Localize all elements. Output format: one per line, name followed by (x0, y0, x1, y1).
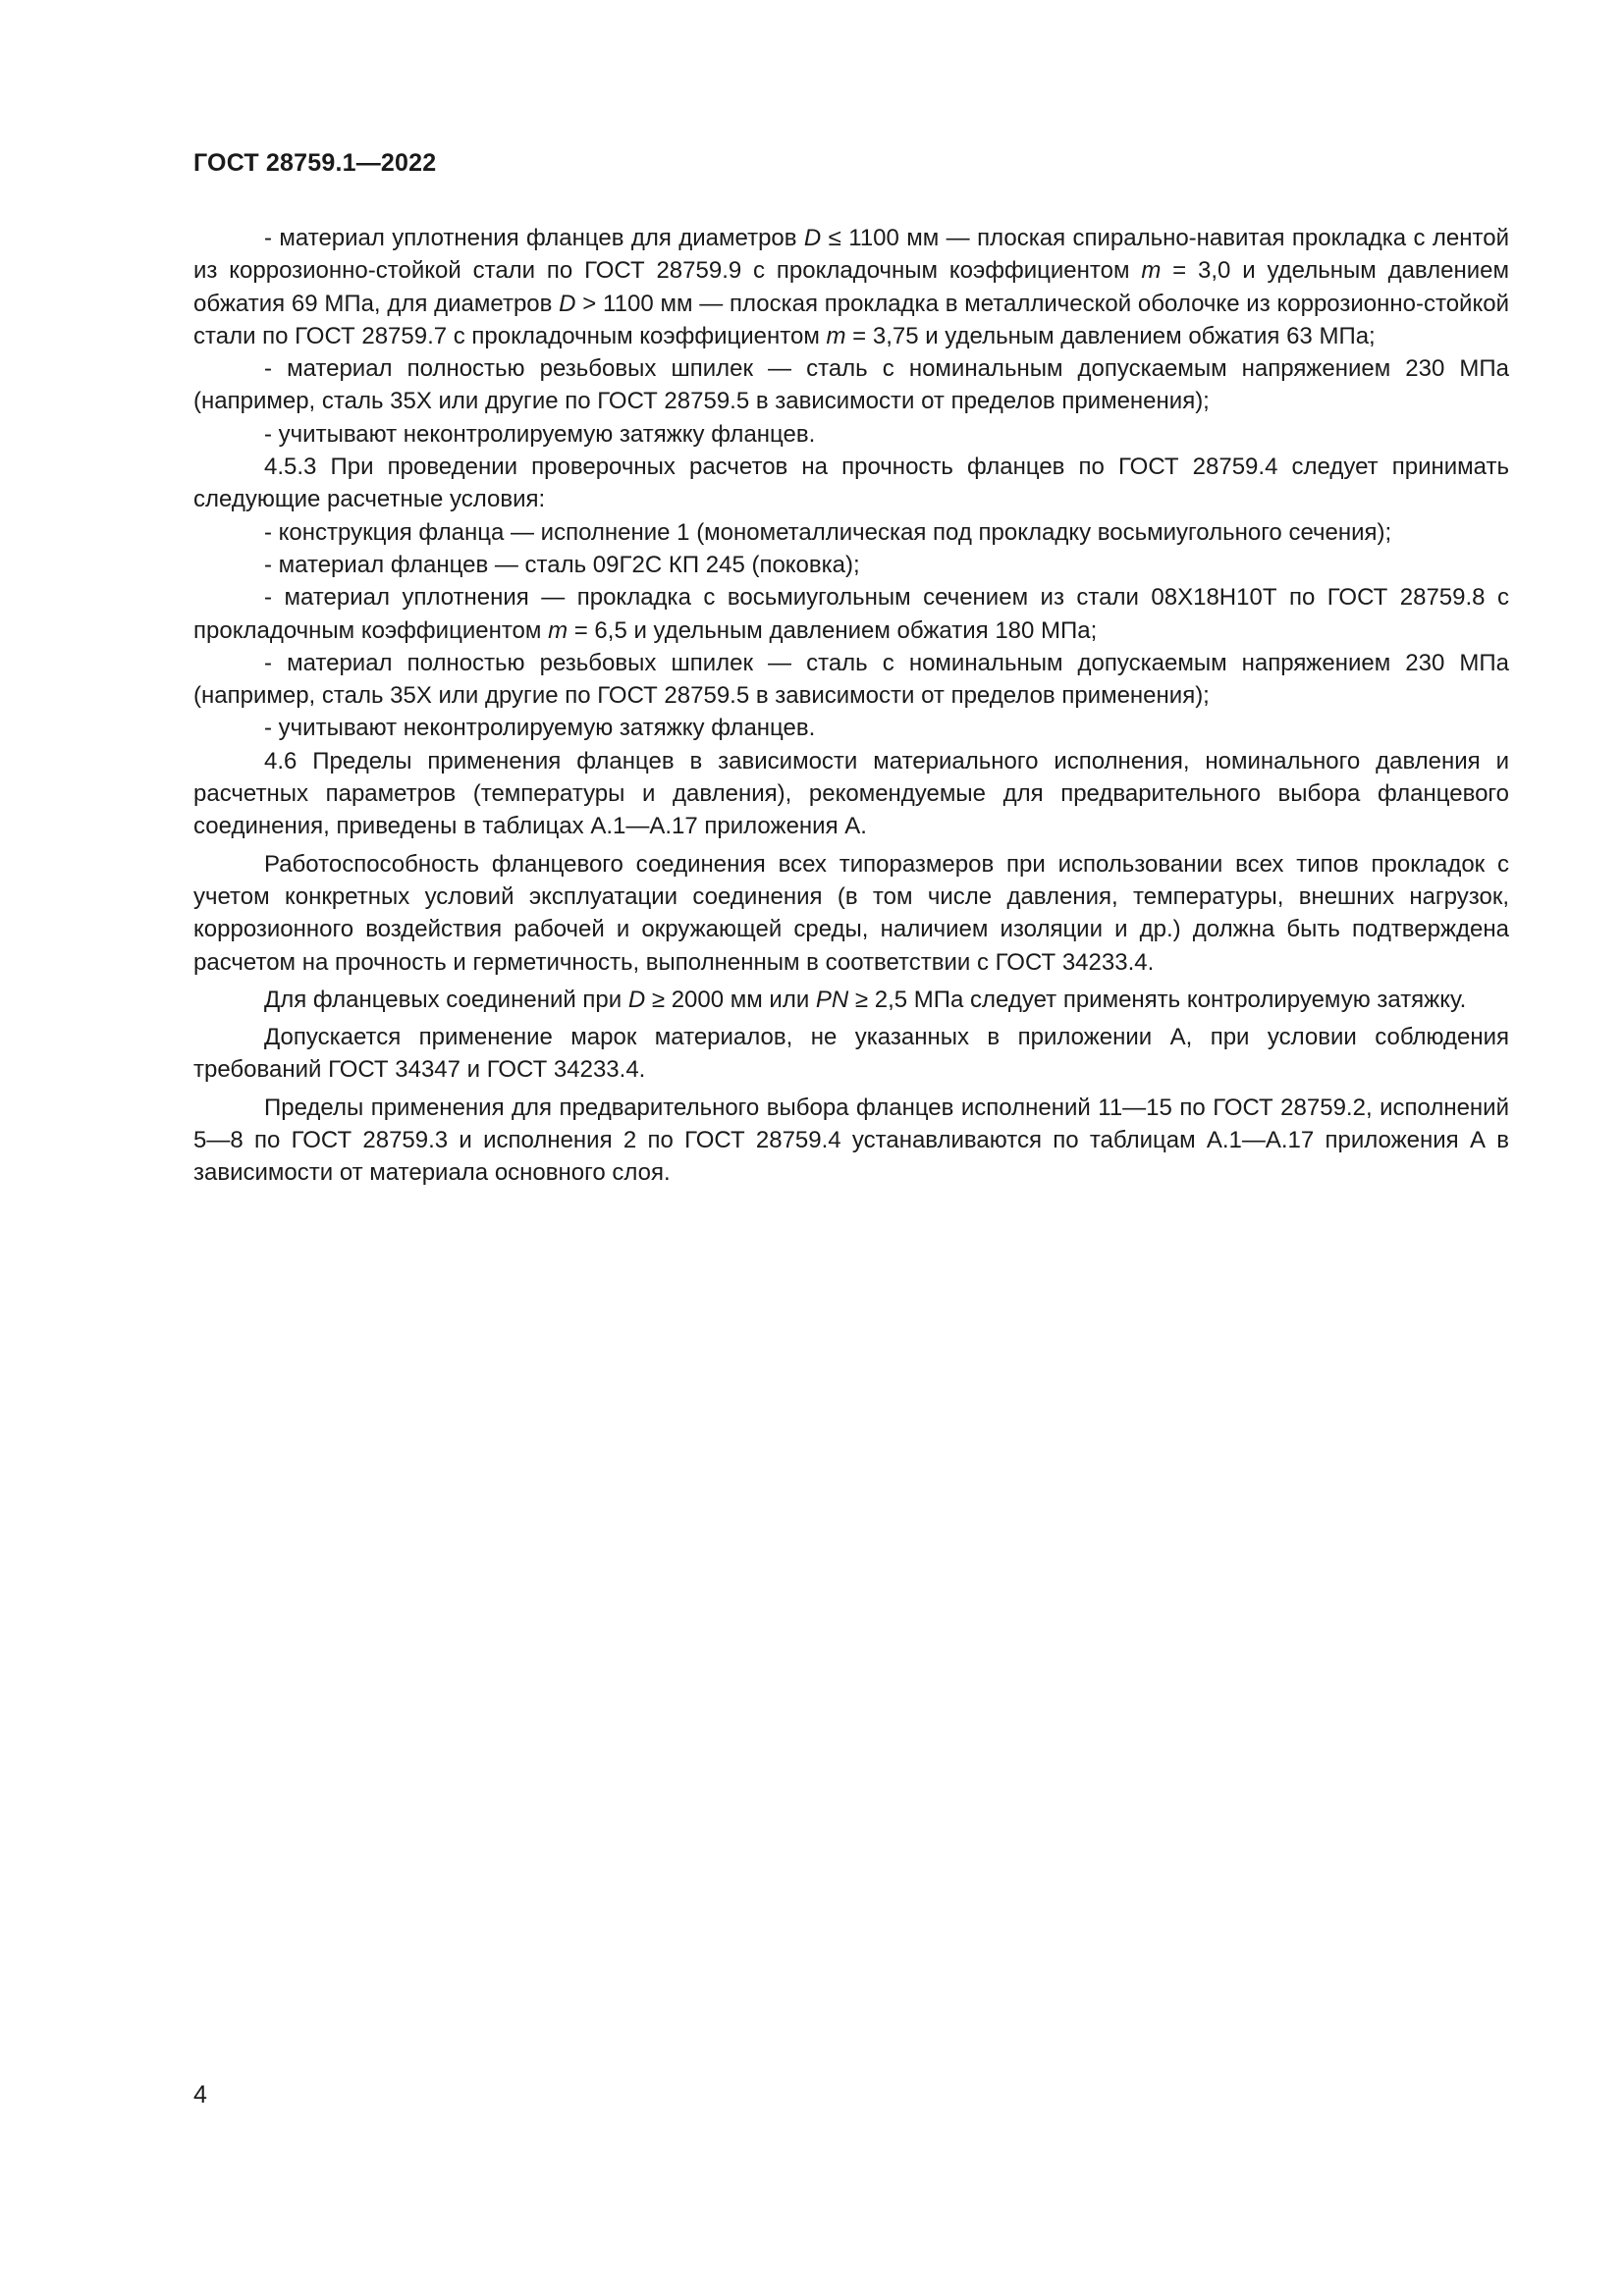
body-paragraph (193, 647, 1509, 713)
italic-symbol: m (548, 616, 568, 644)
text-run: Работоспособность фланцевого соединения всех типоразмеров при использовании всех типов прокладок с учетом конкретных условий эксплуатации соединения (в том числе давления, температуры, внешних нагрузок, коррозионного воздействия рабочей и окружающей среды, наличием изоляции и др.) должна быть подтверждена расчетом на прочность и герметичность, выполненным в соответствии с ГОСТ 34233.4. (193, 850, 1509, 976)
body-paragraph (193, 549, 1509, 581)
page-number: 4 (193, 2081, 207, 2109)
italic-symbol: D (627, 986, 646, 1013)
text-run: Допускается применение марок материалов, не указанных в приложении А, при условии соблюдения требований ГОСТ 34347 и ГОСТ 34233.4. (193, 1024, 1509, 1084)
italic-symbol: m (826, 322, 846, 349)
text-run: Пределы применения для предварительного выбора фланцев исполнений 11—15 по ГОСТ 28759.2, исполнений 5—8 по ГОСТ 28759.3 и исполнения 2 по ГОСТ 28759.4 устанавливаются по таблицам А.1—А.17 приложения А в зависимости от материала основного слоя. (193, 1094, 1509, 1187)
body-paragraph (193, 418, 1509, 451)
body-paragraph (193, 1092, 1509, 1190)
text-run: - конструкция фланца — исполнение 1 (монометаллическая под прокладку восьмиугольного сечения); (264, 518, 1392, 546)
text-run: = 3,75 и удельным давлением обжатия 63 МПа; (845, 322, 1376, 349)
document-body (193, 222, 1509, 1190)
body-paragraph (193, 516, 1509, 549)
text-run: - учитывают неконтролируемую затяжку фланцев. (264, 420, 816, 448)
text-run: > 1100 мм — плоская прокладка в металлической оболочке из коррозионно-стойкой стали по ГОСТ 28759.7 с прокладочным коэффициентом (193, 290, 1509, 349)
italic-symbol: PN (815, 986, 849, 1013)
text-run: 4.5.3 При проведении проверочных расчетов на прочность фланцев по ГОСТ 28759.4 следует принимать следующие расчетные условия: (193, 454, 1509, 513)
text-run: - материал уплотнения — прокладка с восьмиугольным сечением из стали 08Х18Н10Т по ГОСТ 28759.8 с прокладочным коэффициентом (193, 584, 1509, 644)
body-paragraph (193, 712, 1509, 744)
body-paragraph (193, 745, 1509, 843)
italic-symbol: D (803, 225, 822, 251)
body-paragraph (193, 984, 1509, 1016)
text-run: ≥ 2000 мм или (645, 986, 816, 1013)
text-run: - материал полностью резьбовых шпилек — сталь с номинальным допускаемым напряжением 230 МПа (например, сталь 35Х или другие по ГОСТ 28759.5 в зависимости от пределов применения); (193, 355, 1509, 415)
italic-symbol: D (559, 290, 576, 317)
text-run: - материал полностью резьбовых шпилек — сталь с номинальным допускаемым напряжением 230 МПа (например, сталь 35Х или другие по ГОСТ 28759.5 в зависимости от пределов применения); (193, 649, 1509, 710)
text-run: - материал фланцев — сталь 09Г2С КП 245 (поковка); (264, 551, 860, 578)
text-run: 4.6 Пределы применения фланцев в зависимости материального исполнения, номинального давления и расчетных параметров (температуры и давления), рекомендуемые для предварительного выбора фланцевого соединения, приведены в таблицах А.1—А.17 приложения А. (193, 747, 1509, 840)
body-paragraph (193, 848, 1509, 979)
body-paragraph (193, 352, 1509, 418)
text-run: Для фланцевых соединений при (264, 986, 628, 1013)
body-paragraph (193, 222, 1509, 352)
text-run: ≤ 1100 мм — плоская спирально-навитая прокладка с лентой из коррозионно-стойкой стали по ГОСТ 28759.9 с прокладочным коэффициентом (193, 225, 1510, 285)
text-run: = 3,0 и удельным давлением обжатия 69 МПа, для диаметров (193, 257, 1509, 317)
text-run: = 6,5 и удельным давлением обжатия 180 МПа; (568, 616, 1098, 644)
italic-symbol: m (1141, 257, 1162, 285)
body-paragraph (193, 1021, 1509, 1087)
text-run: ≥ 2,5 МПа следует применять контролируемую затяжку. (848, 986, 1467, 1013)
text-run: - учитывают неконтролируемую затяжку фланцев. (264, 715, 816, 742)
body-paragraph (193, 581, 1509, 647)
text-run: - материал уплотнения фланцев для диаметров (264, 225, 804, 251)
body-paragraph (193, 451, 1509, 516)
document-header: ГОСТ 28759.1—2022 (193, 149, 437, 177)
